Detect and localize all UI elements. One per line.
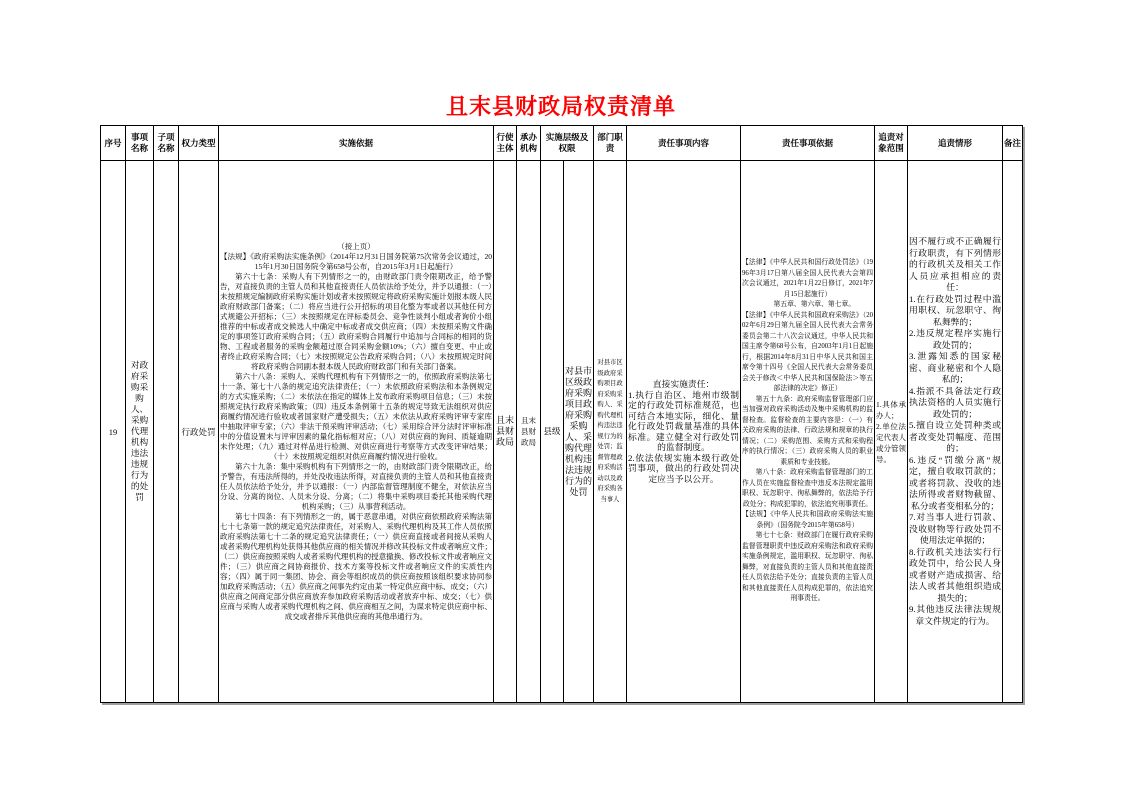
col-header-department-duty: 部门职责 [594,126,627,161]
paragraph: 【法律】《中华人民共和国政府采购法》（2002年6月29日第九届全国人民代表大会常务委员会第二十八次会议通过，中华人民共和国主席令第68号公布，自2003年1月1日起施行，根据2014年8月31日中华人民共和国主席令第十四号《全国人民代表大会常务委员会关于修改＜中华人民共和国保险法＞等五部法律的决定》修正） [742,311,874,393]
col-header-exercising-subject: 行使主体 [494,126,517,161]
paragraph: 第六十七条：采购人有下列情形之一的，由财政部门责令限期改正，给予警告，对直接负责的主管人员和其他直接责任人员依法给予处分，并予以通报：（一）未按照规定编制政府采购实施计划或者未按照规定将政府采购实施计划报本级人民政府财政部门备案；（二）将应当进行公开招标的项目化整为零或者以其他任何方式规避公开招标；（三）未按照规定在评标委员会、竞争性谈判小组或者询价小组推荐的中标或者成交候选人中确定中标或者成交供应商；（四）未按照采购文件确定的事项签订政府采购合同；（五）政府采购合同履行中追加与合同标的相同的货物、工程或者服务的采购金额超过原合同采购金额10%；（六）擅自变更、中止或者终止政府采购合同；（七）未按照规定公告政府采购合同；（八）未按照规定时间将政府采购合同副本报本级人民政府财政部门和有关部门备案。 [220,271,492,371]
responsibility-basis-text [742,258,873,605]
paragraph: 1.在行政处罚过程中滥用职权、玩忽职守、徇私舞弊的； [909,293,1002,327]
cell-remark [1003,161,1023,703]
paragraph: （接上页） [337,241,375,251]
cell-department-duty: 对县市区级政府采购项目政府采购采购人、采购代理机构违法违规行为的处罚；监督管理政府采购活动以及政府采购各当事人 [594,161,627,703]
paragraph: 8.行政机关违法实行行政处罚中，给公民人身或者财产造成损害、给法人或者其他组织造成损失的； [909,546,1002,603]
cell-implementation-basis [219,161,494,703]
paragraph: 4.指派不具备法定行政执法资格的人员实施行政处罚的； [909,385,1002,419]
cell-responsibility-basis [741,161,875,703]
paragraph: 7.对当事人进行罚款、没收财物等行政处罚不使用法定单据的； [909,512,1002,545]
col-header-responsibility-content: 责任事项内容 [627,126,741,161]
paragraph: 第五十九条：政府采购监督管理部门应当加强对政府采购活动及集中采购机构的监督检查。监督检查的主要内容是：（一）有关政府采购的法律、行政法规和规章的执行情况；（二）采购范围、采购方式和采购程序的执行情况；（三）政府采购人员的职业素质和专业技能。 [742,395,874,466]
col-header-seq: 序号 [101,126,126,161]
paragraph: 第六十八条：采购人、采购代理机构有下列情形之一的，依照政府采购法第七十一条、第七十八条的规定追究法律责任；（一）未依照政府采购法和本条例规定的方式实施采购；（二）未依法在指定的媒体上发布政府采购项目信息；（三）未按照规定执行政府采购政策；（四）违反本条例第十五条的规定导致无法组织对供应商履约情况进行验收或者国家财产遭受损失；（五）未依法从政府采购评审专家库中抽取评审专家；（六）非法干预采购评审活动；（七）采用综合评分法时评审标准中的分值设置未与评审因素的量化指标相对应；（八）对供应商的询问、质疑逾期未作处理；（九）通过对样品进行检测、对供应商进行考察等方式改变评审结果；（十）未按照规定组织对供应商履约情况进行验收。 [220,371,492,461]
col-header-accountability-scope: 追责对象范围 [875,126,908,161]
paragraph: 【法律】《中华人民共和国行政处罚法》（1996年3月17日第八届全国人民代表大会第四次会议通过，2021年1月22日修订，2021年7月15日起施行） [742,259,874,298]
page-title: 且末县财政局权责清单 [445,94,676,119]
col-header-implementation-basis: 实施依据 [219,126,494,161]
cell-undertaking-agency: 且末县财政局 [517,161,541,703]
paragraph: 因不履行或不正确履行行政职责，有下列情形的行政机关及相关工作人员应承担相应的责任： [909,236,1002,292]
header-row [101,126,1023,161]
accountability-situations-text [909,236,1001,627]
implementation-basis-text [220,242,492,622]
col-header-accountability-situations: 追责情形 [908,126,1003,161]
cell-implementation-level: 县级 [541,161,564,703]
responsibility-list-table [100,125,1023,703]
paragraph: 第七十七条：财政部门在履行政府采购监督管理职责中违反政府采购法和政府采购实施条例规定，滥用职权、玩忽职守、徇私舞弊，对直接负责的主管人员和其他直接责任人员依法给予处分；直接负责的主管人员和其他直接责任人员构成犯罪的，依法追究刑事责任。 [742,532,874,603]
cell-power-type: 行政处罚 [179,161,219,703]
table-row [101,161,1023,703]
paragraph: 第八十条：政府采购监督管理部门的工作人员在实施监督检查中违反本法规定滥用职权、玩忽职守、徇私舞弊的，依法给予行政处分；构成犯罪的，依法追究刑事责任。 [742,469,874,508]
cell-item-name: 对政府采购采购人、采购代理机构违法违规行为的处罚 [126,161,154,703]
paragraph: 第七十四条：有下列情形之一的，属于恶意串通，对供应商依照政府采购法第七十七条第一款的规定追究法律责任，对采购人、采购代理机构及其工作人员依照政府采购法第七十二条的规定追究法律责任；（一）供应商直接或者间接从采购人或者采购代理机构处获得其他供应商的相关情况并修改其投标文件或者响应文件；（二）供应商按照采购人或者采购代理机构的授意撤换、修改投标文件或者响应文件；（三）供应商之间协商报价、技术方案等投标文件或者响应文件的实质性内容；（四）属于同一集团、协会、商会等组织成员的供应商按照该组织要求协同参加政府采购活动；（五）供应商之间事先约定由某一特定供应商中标、成交；（六）供应商之间商定部分供应商放弃参加政府采购活动或者放弃中标、成交；（七）供应商与采购人或者采购代理机构之间、供应商相互之间，为谋求特定供应商中标、成交或者排斥其他供应商的其他串通行为。 [220,511,492,621]
col-header-remark: 备注 [1003,126,1023,161]
cell-exercising-subject: 且末县财政局 [494,161,517,703]
paragraph: 【法规】《政府采购法实施条例》（2014年12月31日国务院第75次常务会议通过，2015年1月30日国务院令第658号公布，自2015年3月1日起施行） [220,251,492,271]
paragraph: 9.其他违反法律法规规章文件规定的行为。 [909,604,1002,626]
col-header-sub-item-name: 子项名称 [154,126,179,161]
col-header-power-type: 权力类型 [179,126,219,161]
col-header-responsibility-basis: 责任事项依据 [741,126,875,161]
col-header-level-and-authority: 实施层级及权限 [541,126,594,161]
paragraph: 第五章、第六章、第七章。 [773,301,856,309]
cell-authority: 对县市区级政府采购项目政府采购采购人、采购代理机构违法违规行为的处罚 [564,161,594,703]
paragraph: 直接实施责任： [652,379,715,389]
cell-sub-item-name [154,161,179,703]
cell-accountability-scope [875,161,908,703]
paragraph: 2.违反规定程序实施行政处罚的； [909,328,1002,350]
paragraph: 1.执行自治区、地州市级制定的行政处罚标准规范，也可结合本地实际，细化、量化行政处罚裁量基准的具体标准。建立健全对行政处罚的监督制度。 [628,389,740,452]
paragraph: 3.泄露知悉的国家秘密、商业秘密和个人隐私的； [909,351,1002,384]
paragraph: 6.违反“罚缴分离”规定，擅自收取罚款的；或者将罚款、没收的违法所得或者财物截留、私分或者变相私分的； [909,454,1002,511]
paragraph: 2.依法依规实施本级行政处罚事项，做出的行政处罚决定应当予以公开。 [628,452,740,484]
paragraph: 1.具体承办人； [876,399,907,420]
cell-responsibility-content [627,161,741,703]
col-header-item-name: 事项名称 [126,126,154,161]
responsibility-content-text [628,379,739,484]
paragraph: 2.单位法定代表人或分管领导。 [876,421,907,464]
paragraph: 5.擅自设立处罚种类或者改变处罚幅度、范围的； [909,420,1002,453]
accountability-scope-text [876,399,906,465]
paragraph: 第六十九条：集中采购机构有下列情形之一的，由财政部门责令限期改正，给予警告，有违法所得的，并处没收违法所得，对直接负责的主管人员和其他直接责任人员依法给予处分，并予以通报：（一）内部监督管理制度不健全，对依法应当分设、分离的岗位、人员未分设、分离；（二）将集中采购项目委托其他采购代理机构采购；（三）从事营利活动。 [220,461,492,511]
cell-accountability-situations [908,161,1003,703]
col-header-undertaking-agency: 承办机构 [517,126,541,161]
paragraph: 【法规】《中华人民共和国政府采购法实施条例》（国务院令2015年第658号） [742,511,874,529]
cell-seq: 19 [101,161,126,703]
